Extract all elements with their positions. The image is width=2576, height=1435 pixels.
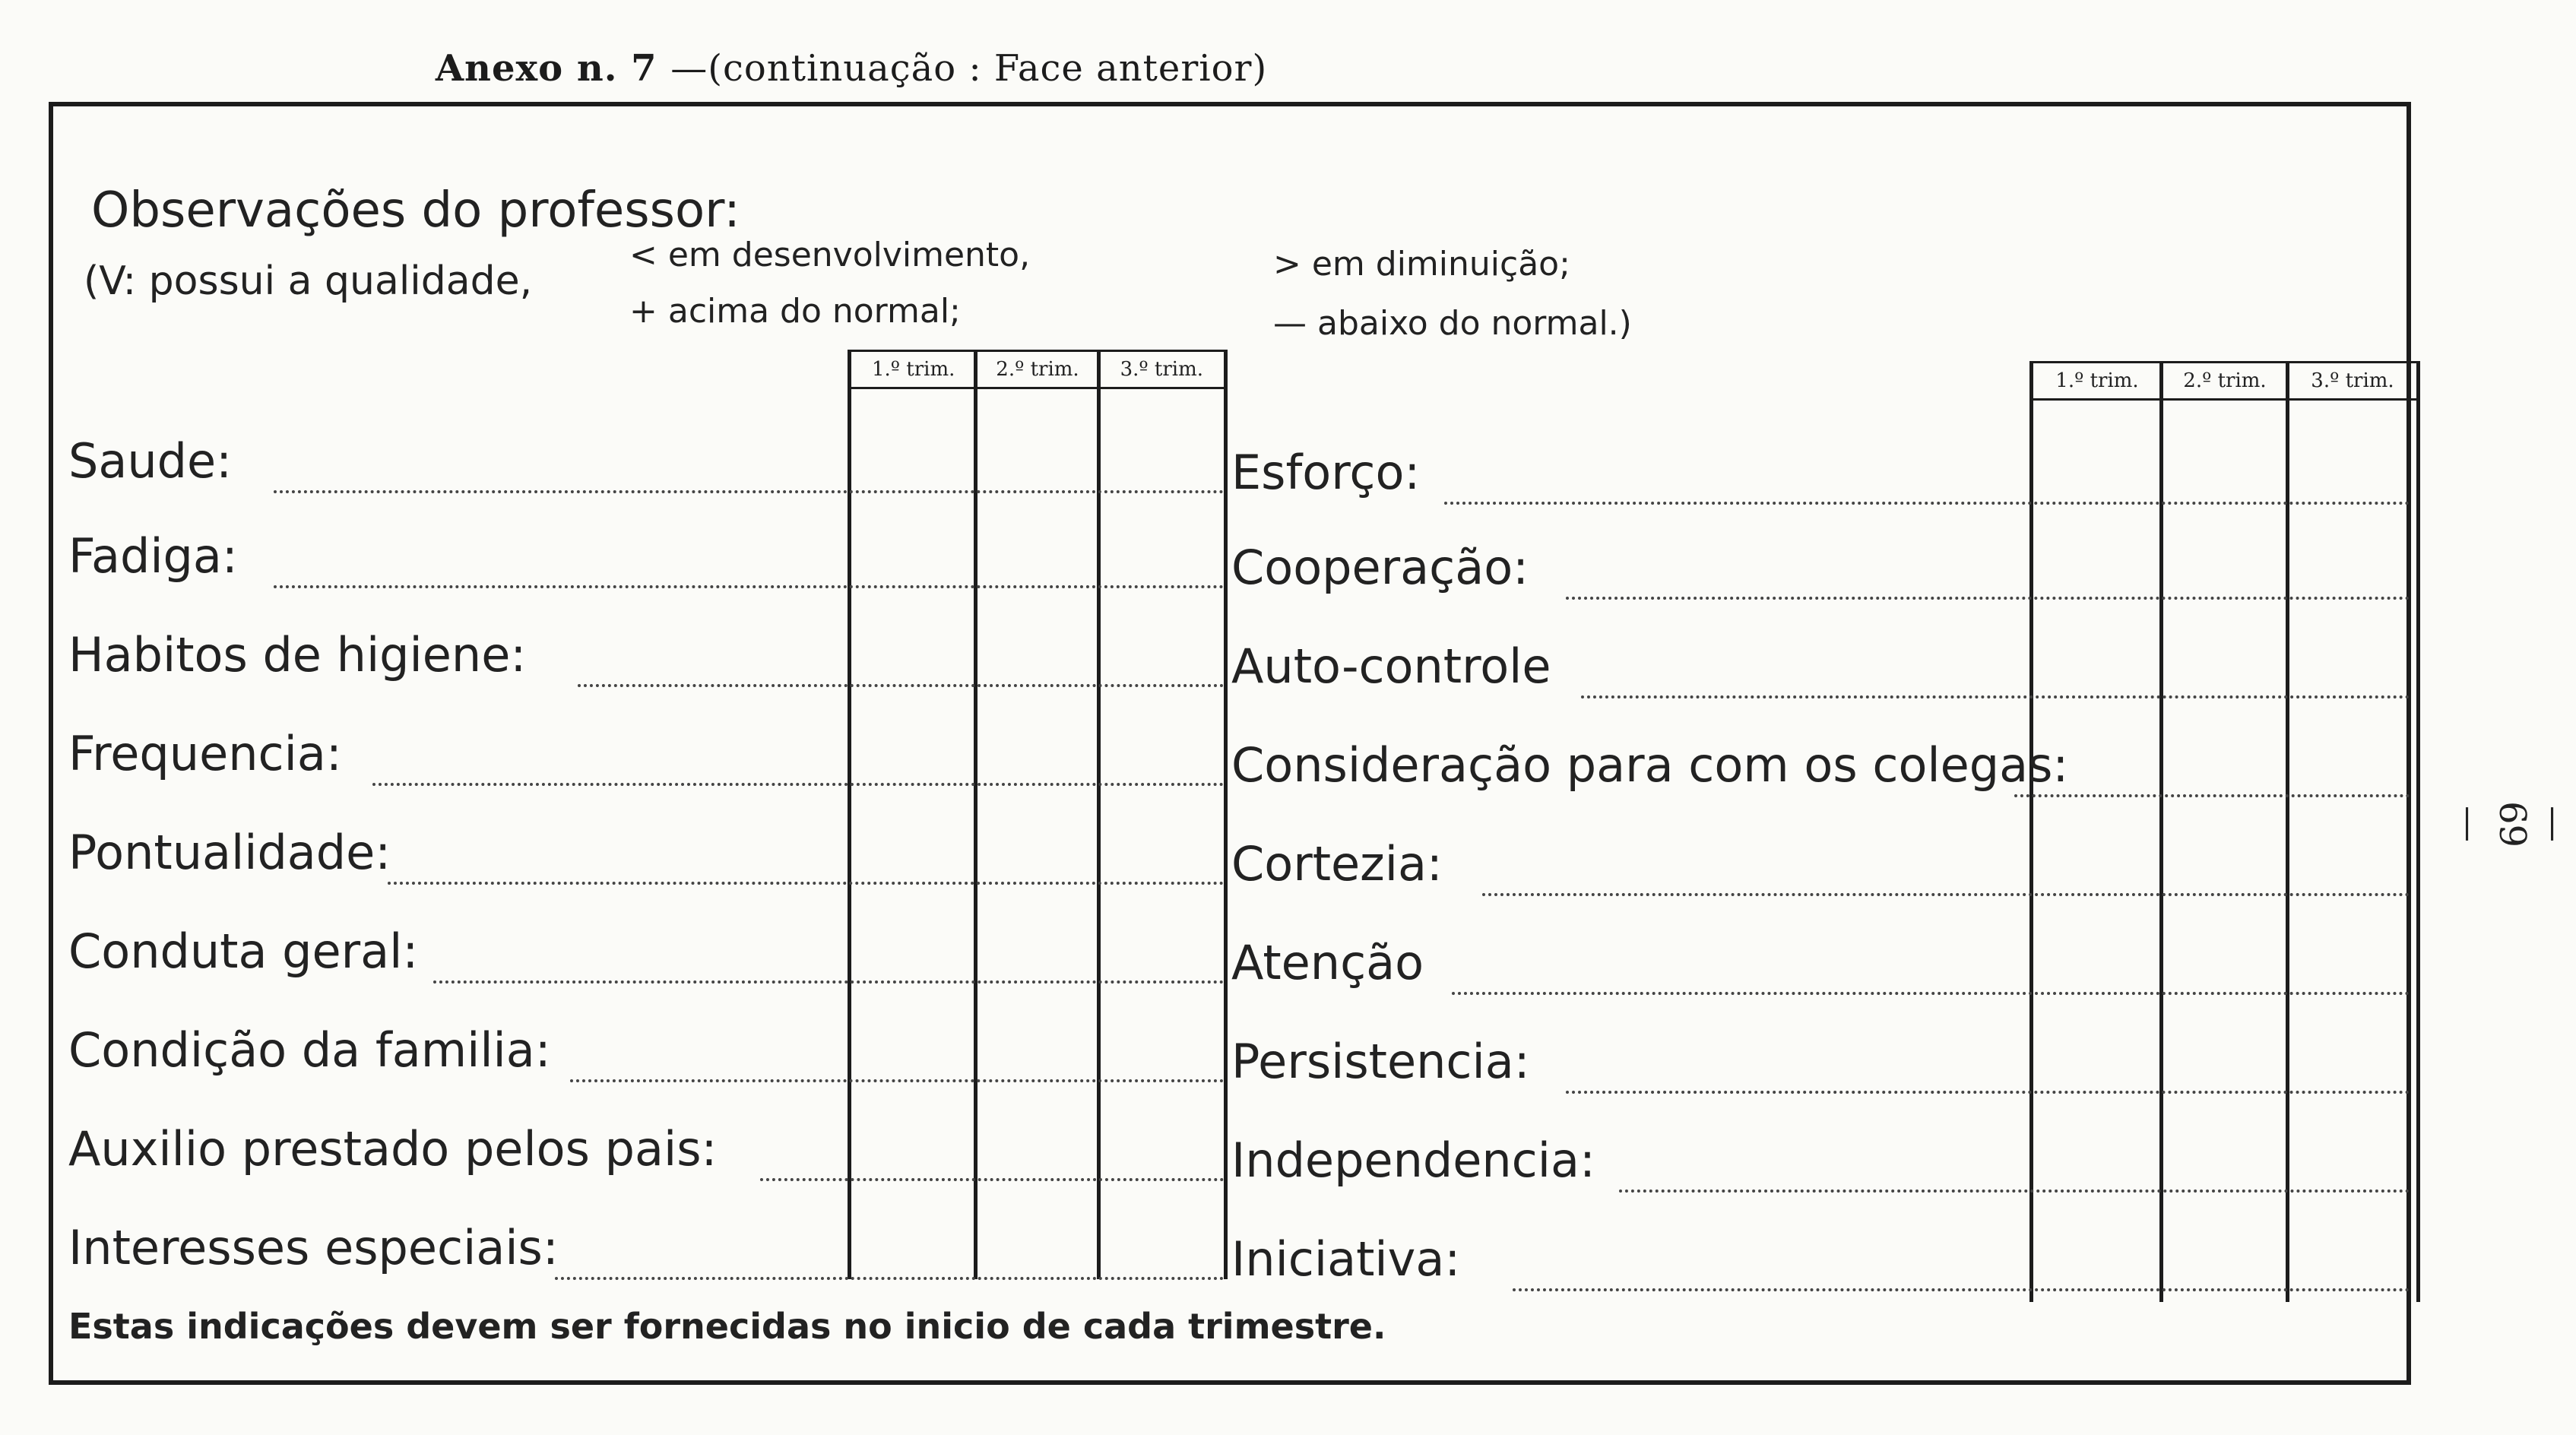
left-item-family-condition: Condição da familia:: [68, 1022, 551, 1078]
right-item-consideration: Consideração para com os colegas:: [1231, 737, 2069, 793]
right-row-dotted-line: [1452, 992, 2410, 995]
right-row-dotted-line: [1581, 695, 2410, 698]
left-item-attendance: Frequencia:: [68, 726, 342, 781]
right-row-dotted-line: [1444, 502, 2410, 505]
right-row-dotted-line: [2014, 794, 2410, 797]
right-row-dotted-line: [1566, 1091, 2410, 1094]
left-row-dotted-line: [274, 490, 1224, 493]
page-number: — 69 —: [2448, 801, 2576, 848]
observation-form: [49, 102, 2411, 1385]
legend-diminishing: > em diminuição;: [1273, 245, 1570, 284]
right-item-persistence: Persistencia:: [1231, 1034, 1530, 1089]
right-item-cooperation: Cooperação:: [1231, 540, 1529, 595]
right-header-term-3: 3.º trim.: [2311, 369, 2394, 392]
right-row-dotted-line: [1566, 597, 2410, 600]
right-item-initiative: Iniciativa:: [1231, 1231, 1461, 1287]
left-header-term-1: 1.º trim.: [871, 358, 955, 381]
left-item-health: Saude:: [68, 433, 233, 489]
form-footer-note: Estas indicações devem ser fornecidas no inicio de cada trimestre.: [68, 1306, 1386, 1347]
left-row-dotted-line: [760, 1178, 1224, 1181]
observations-title: Observações do professor:: [91, 182, 740, 239]
right-row-dotted-line: [1513, 1288, 2410, 1291]
right-item-courtesy: Cortezia:: [1231, 836, 1443, 892]
left-item-punctuality: Pontualidade:: [68, 825, 391, 880]
left-row-dotted-line: [388, 882, 1224, 885]
left-item-special-interests: Interesses especiais:: [68, 1220, 559, 1275]
left-trimester-grid: [848, 350, 1228, 1279]
right-grid-header: [2033, 363, 2416, 401]
legend-below-normal: — abaixo do normal.): [1273, 304, 1632, 343]
right-item-attention: Atenção: [1231, 935, 1424, 990]
left-row-dotted-line: [578, 684, 1224, 687]
right-item-independence: Independencia:: [1231, 1132, 1595, 1188]
right-item-self-control: Auto-controle: [1231, 638, 1551, 694]
left-item-parental-help: Auxilio prestado pelos pais:: [68, 1121, 718, 1177]
heading-annex-number: Anexo n. 7: [435, 47, 657, 90]
heading-continuation: —(continuação : Face anterior): [670, 47, 1268, 90]
left-header-term-2: 2.º trim.: [996, 358, 1079, 381]
legend-above-normal: + acima do normal;: [629, 292, 961, 331]
right-item-effort: Esforço:: [1231, 445, 1421, 500]
left-row-dotted-line: [372, 783, 1224, 786]
legend-developing: < em desenvolvimento,: [629, 236, 1031, 274]
left-item-general-conduct: Conduta geral:: [68, 923, 419, 979]
right-header-term-2: 2.º trim.: [2183, 369, 2267, 392]
left-row-dotted-line: [433, 980, 1224, 984]
left-item-hygiene-habits: Habitos de higiene:: [68, 627, 527, 683]
left-item-fatigue: Fadiga:: [68, 528, 238, 584]
observations-legend: (V: possui a qualidade,: [84, 258, 533, 304]
right-header-term-1: 1.º trim.: [2055, 369, 2139, 392]
right-row-dotted-line: [1482, 893, 2410, 896]
document-heading: [0, 47, 1703, 90]
left-row-dotted-line: [570, 1079, 1224, 1082]
left-grid-header: [851, 352, 1224, 389]
left-row-dotted-line: [555, 1277, 1224, 1280]
left-row-dotted-line: [274, 585, 1224, 588]
left-header-term-3: 3.º trim.: [1120, 358, 1204, 381]
right-row-dotted-line: [1619, 1189, 2410, 1193]
